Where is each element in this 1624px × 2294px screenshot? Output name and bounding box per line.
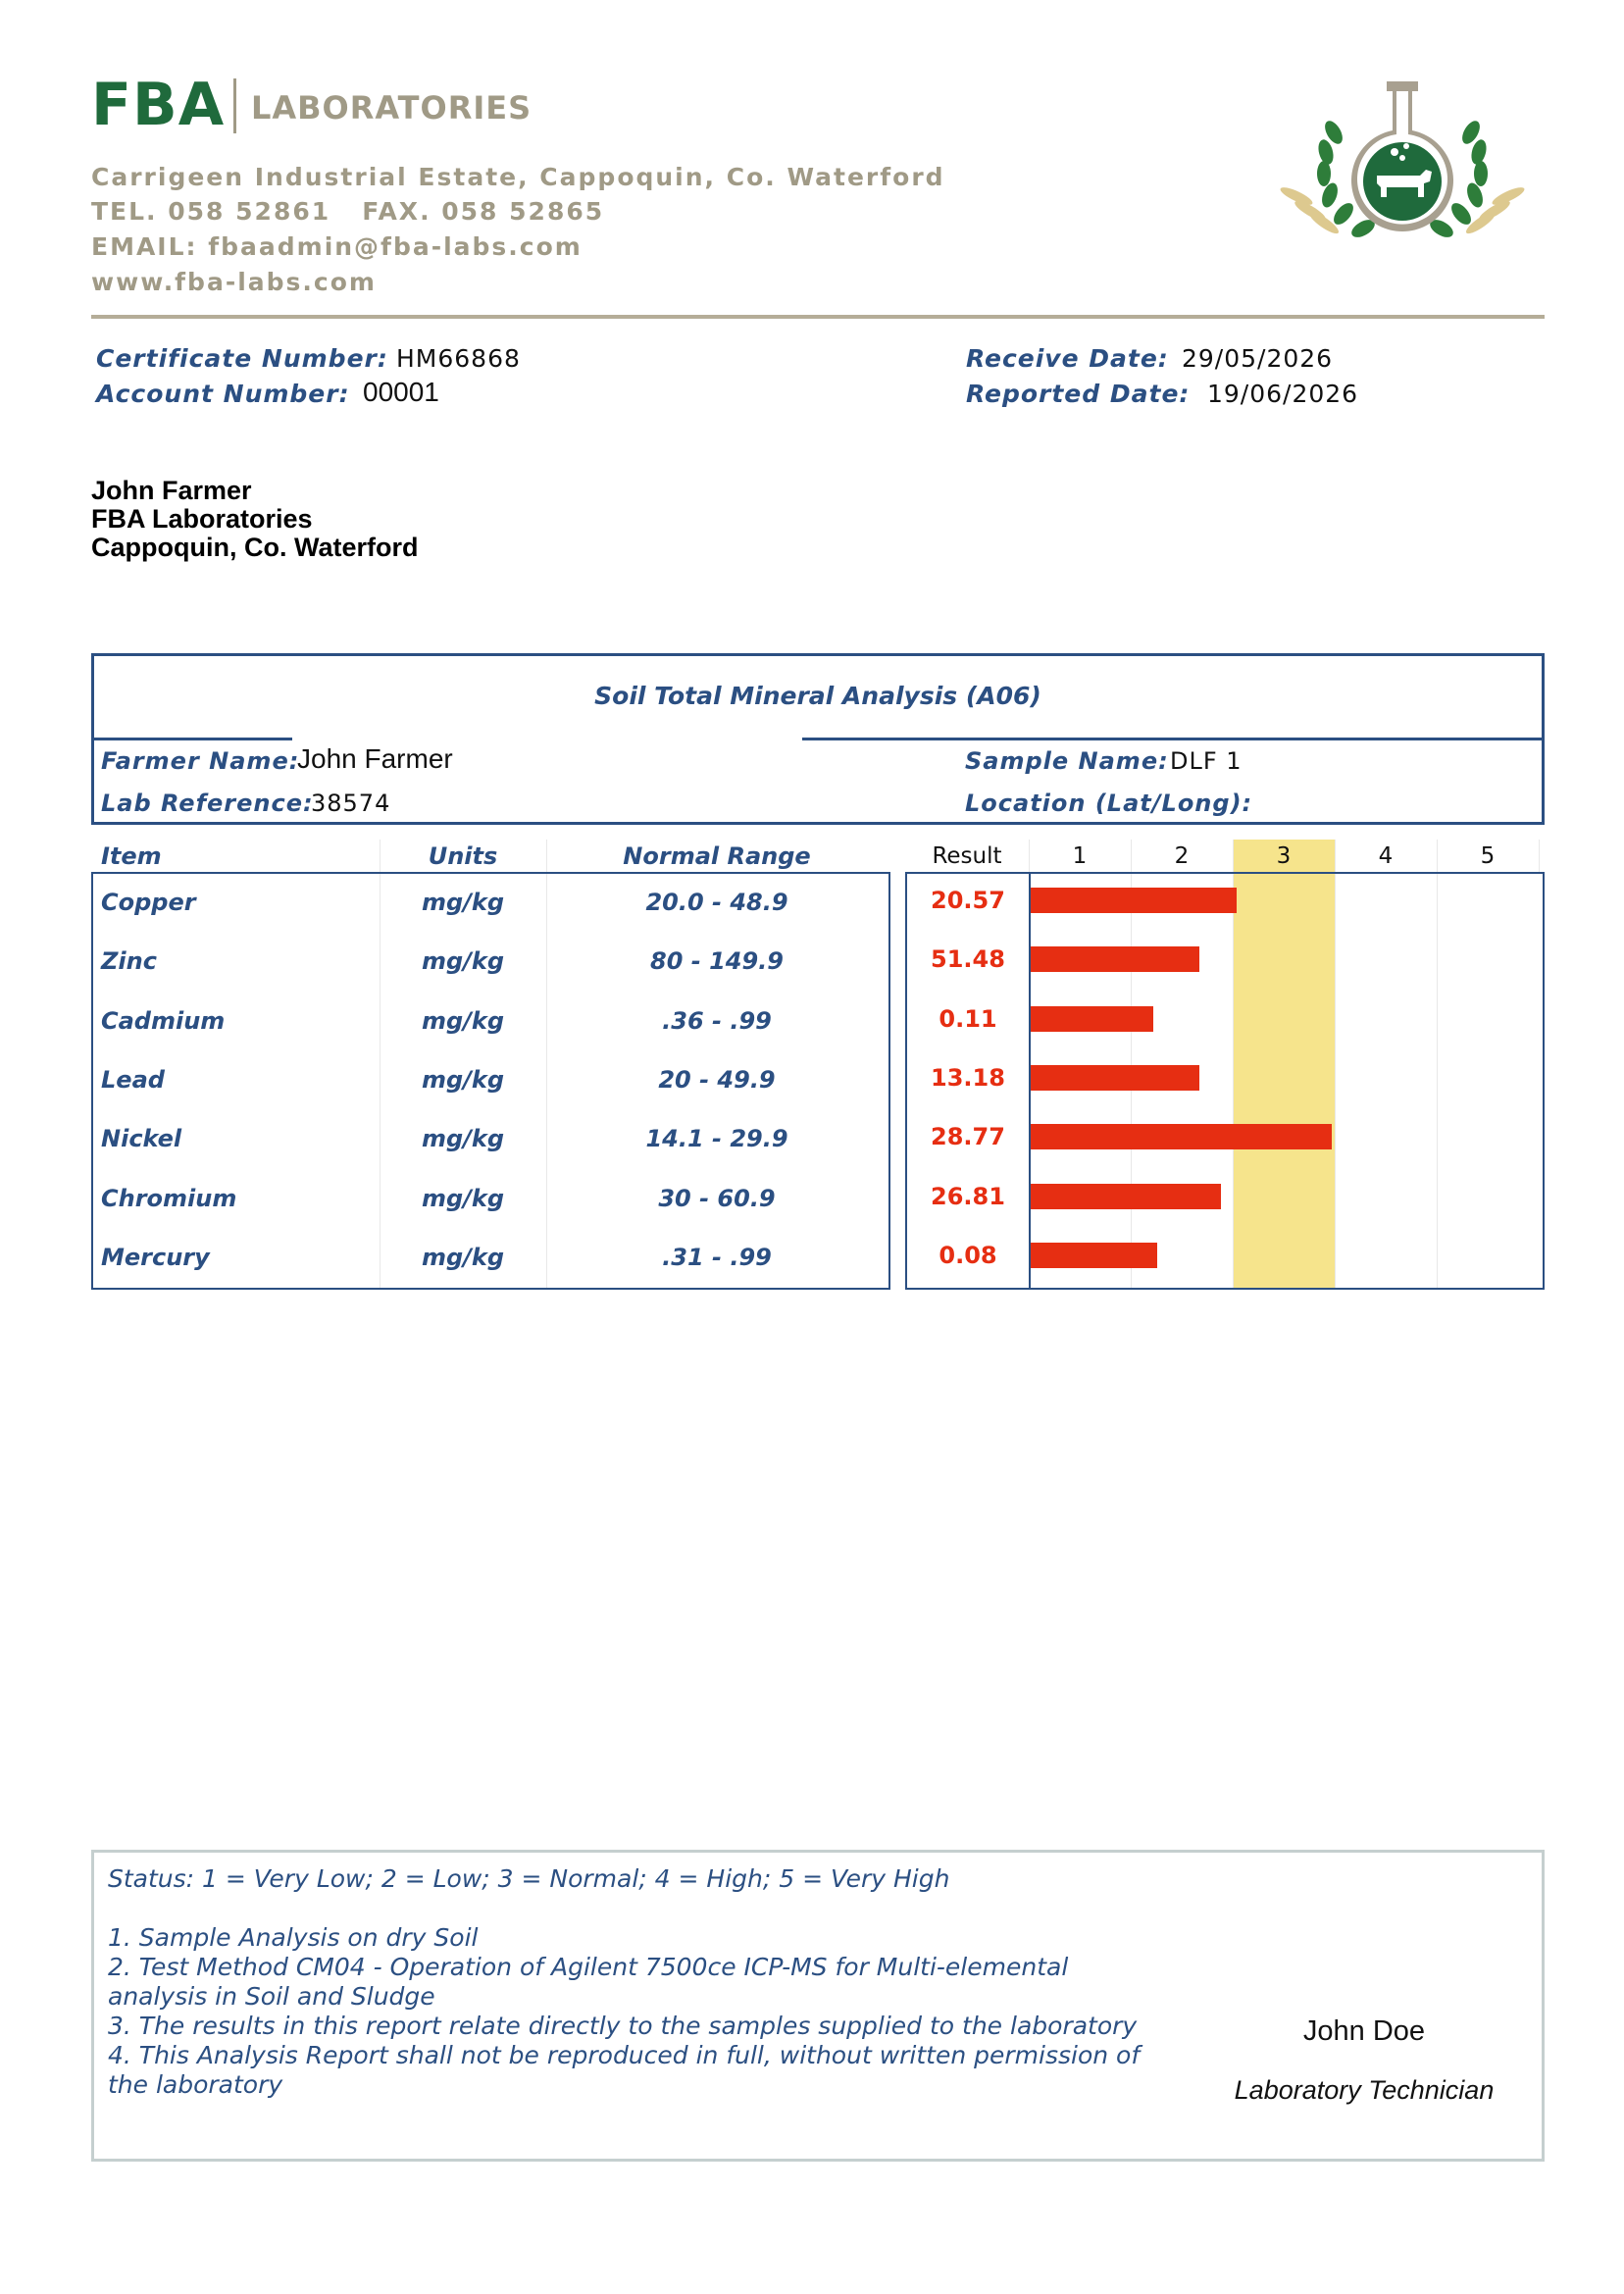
flask-cow-emblem-icon <box>1275 74 1530 260</box>
row-item: Chromium <box>101 1184 237 1212</box>
table-row <box>93 1118 888 1161</box>
farmer-name-value: John Farmer <box>297 743 453 774</box>
table-header-left <box>91 840 888 873</box>
results-table-left <box>91 872 890 1290</box>
result-status-bar <box>1031 1124 1332 1149</box>
chart-row <box>907 1059 1543 1102</box>
status-legend: Status: 1 = Very Low; 2 = Low; 3 = Normal; 4 = High; 5 = Very High <box>108 1864 950 1893</box>
row-result: 0.11 <box>939 1004 997 1033</box>
brand-fba-wordmark: FBA <box>91 71 226 139</box>
company-phone-fax: TEL. 058 52861 FAX. 058 52865 <box>91 197 605 226</box>
row-units: mg/kg <box>421 1065 505 1094</box>
receive-date-value: 29/05/2026 <box>1182 344 1334 373</box>
notes-list <box>108 1923 1157 2100</box>
row-result: 0.08 <box>939 1241 997 1269</box>
row-normal-range: 20 - 49.9 <box>658 1065 776 1094</box>
row-units: mg/kg <box>421 1184 505 1212</box>
sample-name-value: DLF 1 <box>1170 747 1243 775</box>
status-level-2: 2 <box>1174 843 1190 869</box>
farmer-name-cell <box>292 738 802 740</box>
row-item: Copper <box>101 889 196 916</box>
chart-row <box>907 1237 1543 1280</box>
row-result: 20.57 <box>931 887 1005 914</box>
chart-row <box>907 941 1543 984</box>
status-level-1: 1 <box>1072 843 1088 869</box>
signer-name: John Doe <box>1302 2015 1426 2047</box>
result-status-bar <box>1031 946 1199 972</box>
table-row <box>93 1178 888 1221</box>
chart-row <box>907 1000 1543 1044</box>
row-normal-range: .31 - .99 <box>662 1243 772 1271</box>
brand-laboratories-wordmark: LABORATORIES <box>251 89 533 127</box>
row-units: mg/kg <box>421 1125 505 1153</box>
table-row <box>93 941 888 984</box>
row-normal-range: 80 - 149.9 <box>650 947 784 976</box>
header-normal-range: Normal Range <box>623 842 811 870</box>
analysis-info-box <box>91 653 1545 825</box>
account-number-label: Account Number: <box>96 380 350 408</box>
table-row <box>93 1000 888 1044</box>
row-item: Zinc <box>101 947 157 976</box>
recipient-address <box>91 477 418 562</box>
reported-date-value: 19/06/2026 <box>1207 380 1359 408</box>
row-normal-range: 30 - 60.9 <box>658 1184 776 1212</box>
status-level-4: 4 <box>1378 843 1394 869</box>
chart-row <box>907 1178 1543 1221</box>
certificate-number-value: HM66868 <box>396 344 521 373</box>
table-row <box>93 882 888 925</box>
result-status-bar <box>1031 1184 1221 1209</box>
status-level-3: 3 <box>1276 843 1292 869</box>
row-units: mg/kg <box>421 947 505 976</box>
table-row <box>93 1059 888 1102</box>
company-address: Carrigeen Industrial Estate, Cappoquin, Co. Waterford <box>91 163 945 191</box>
row-item: Cadmium <box>101 1006 226 1035</box>
lab-reference-value: 38574 <box>311 790 391 817</box>
row-result: 28.77 <box>931 1123 1005 1151</box>
notes-box <box>91 1850 1545 2162</box>
location-label: Location (Lat/Long): <box>965 790 1253 817</box>
table-row <box>93 1237 888 1280</box>
chart-row <box>907 1118 1543 1161</box>
brand-separator <box>233 78 236 133</box>
header-units: Units <box>428 842 498 870</box>
result-status-bar <box>1031 888 1237 913</box>
recipient-location: Cappoquin, Co. Waterford <box>91 533 419 562</box>
header-rule <box>91 315 1545 319</box>
row-units: mg/kg <box>421 889 505 916</box>
row-result: 51.48 <box>931 945 1005 974</box>
farmer-name-label: Farmer Name: <box>101 747 300 775</box>
row-normal-range: 20.0 - 48.9 <box>645 889 788 916</box>
header-result: Result <box>932 843 1002 869</box>
row-item: Lead <box>101 1065 165 1094</box>
certificate-number-label: Certificate Number: <box>96 344 388 373</box>
lab-reference-label: Lab Reference: <box>101 790 314 817</box>
lab-logo <box>1275 74 1530 260</box>
result-status-bar <box>1031 1065 1199 1091</box>
row-normal-range: 14.1 - 29.9 <box>645 1125 788 1153</box>
chart-row <box>907 882 1543 925</box>
reported-date-label: Reported Date: <box>966 380 1191 408</box>
header-item: Item <box>101 842 162 870</box>
row-item: Mercury <box>101 1243 210 1271</box>
sample-name-label: Sample Name: <box>965 747 1169 775</box>
company-email: EMAIL: fbaadmin@fba-labs.com <box>91 232 583 261</box>
table-header-right <box>905 840 1545 873</box>
signer-title: Laboratory Technician <box>1234 2075 1495 2105</box>
row-result: 26.81 <box>931 1182 1005 1210</box>
note-item: 3. The results in this report relate directly to the samples supplied to the laboratory <box>108 2012 1138 2040</box>
account-number-value: 00001 <box>363 377 439 407</box>
analysis-title: Soil Total Mineral Analysis (A06) <box>594 682 1041 710</box>
result-status-bar <box>1031 1006 1153 1032</box>
row-result: 13.18 <box>931 1063 1005 1092</box>
note-item: 1. Sample Analysis on dry Soil <box>108 1923 479 1952</box>
result-status-bar <box>1031 1243 1157 1268</box>
receive-date-label: Receive Date: <box>966 344 1169 373</box>
row-units: mg/kg <box>421 1243 505 1271</box>
note-item: 2. Test Method CM04 - Operation of Agilent 7500ce ICP-MS for Multi-elemental analysis in Soil and Sludge <box>108 1953 1069 2011</box>
row-item: Nickel <box>101 1125 182 1153</box>
row-normal-range: .36 - .99 <box>662 1006 772 1035</box>
recipient-company: FBA Laboratories <box>91 504 313 534</box>
recipient-name: John Farmer <box>91 476 252 505</box>
status-level-5: 5 <box>1480 843 1496 869</box>
company-website[interactable]: www.fba-labs.com <box>91 268 377 296</box>
results-chart-right <box>905 872 1545 1290</box>
row-units: mg/kg <box>421 1006 505 1035</box>
note-item: 4. This Analysis Report shall not be reproduced in full, without written permission of the laboratory <box>108 2041 1141 2099</box>
